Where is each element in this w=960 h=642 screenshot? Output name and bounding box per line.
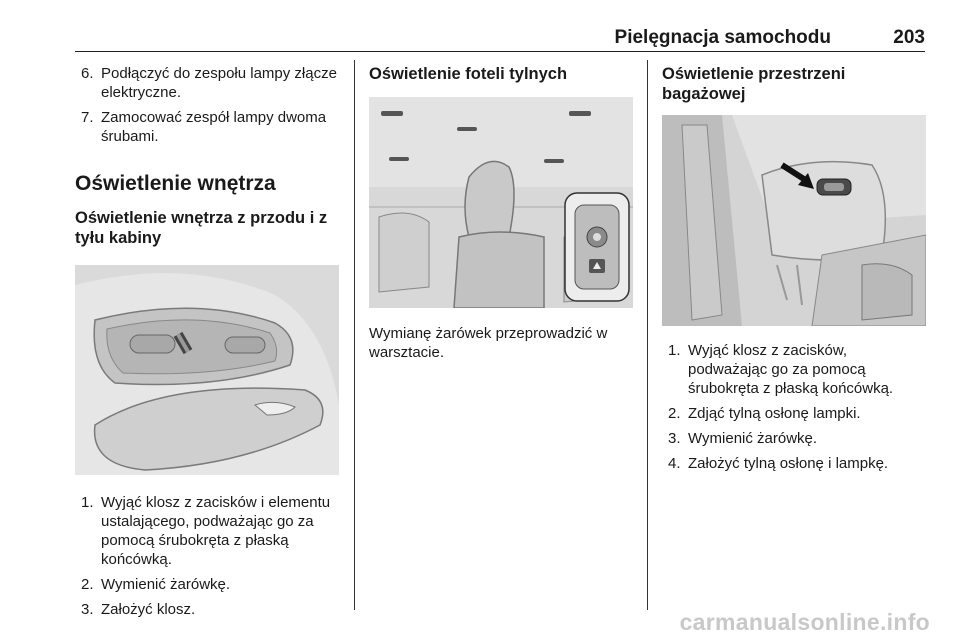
section-title-luggage-lighting: Oświetlenie przestrzeni bagażowej [662,65,846,103]
list-item: 1. Wyjąć klosz z zacisków, podważając go za pomocą śrubokręta z płaską końcówką. [668,342,894,397]
section-title-rear-seat-lighting: Oświetlenie foteli tylnych [369,65,568,83]
steps-list [75,493,340,619]
interior-light-figure [75,265,339,475]
intro-steps-list [75,64,340,146]
list-item: 7. Zamocować zespół lampy dwoma śrubami. [81,109,327,145]
column-right [662,64,927,479]
page-header [75,24,925,52]
list-item: 1. Wyjąć klosz z zacisków i elementu ustalającego, podważając go za pomocą śrubokręta z płaską końcówką. [81,494,331,568]
rear-seat-text: Wymianę żarówek przeprowadzić w warsztacie. [369,325,608,361]
list-item: 4. Założyć tylną osłonę i lampkę. [668,455,889,472]
section-title-interior-lighting: Oświetlenie wnętrza [75,172,276,195]
luggage-light-figure [662,115,926,326]
header-title: Pielęgnacja samochodu [614,27,831,48]
column-divider [647,60,648,610]
rear-seat-light-figure [369,97,633,308]
column-middle [369,64,633,362]
column-left [75,64,340,625]
list-item: 2. Wymienić żarówkę. [81,576,231,593]
list-item: 6. Podłączyć do zespołu lampy złącze elektryczne. [81,65,337,101]
column-divider [354,60,355,610]
watermark: carmanualsonline.info [679,609,930,635]
steps-list [662,341,927,473]
list-item: 3. Założyć klosz. [81,601,196,618]
list-item: 3. Wymienić żarówkę. [668,430,818,447]
subsection-title-front-rear-cabin: Oświetlenie wnętrza z przodu i z tyłu kabiny [75,209,328,247]
list-item: 2. Zdjąć tylną osłonę lampki. [668,405,861,422]
page-number: 203 [893,27,925,48]
